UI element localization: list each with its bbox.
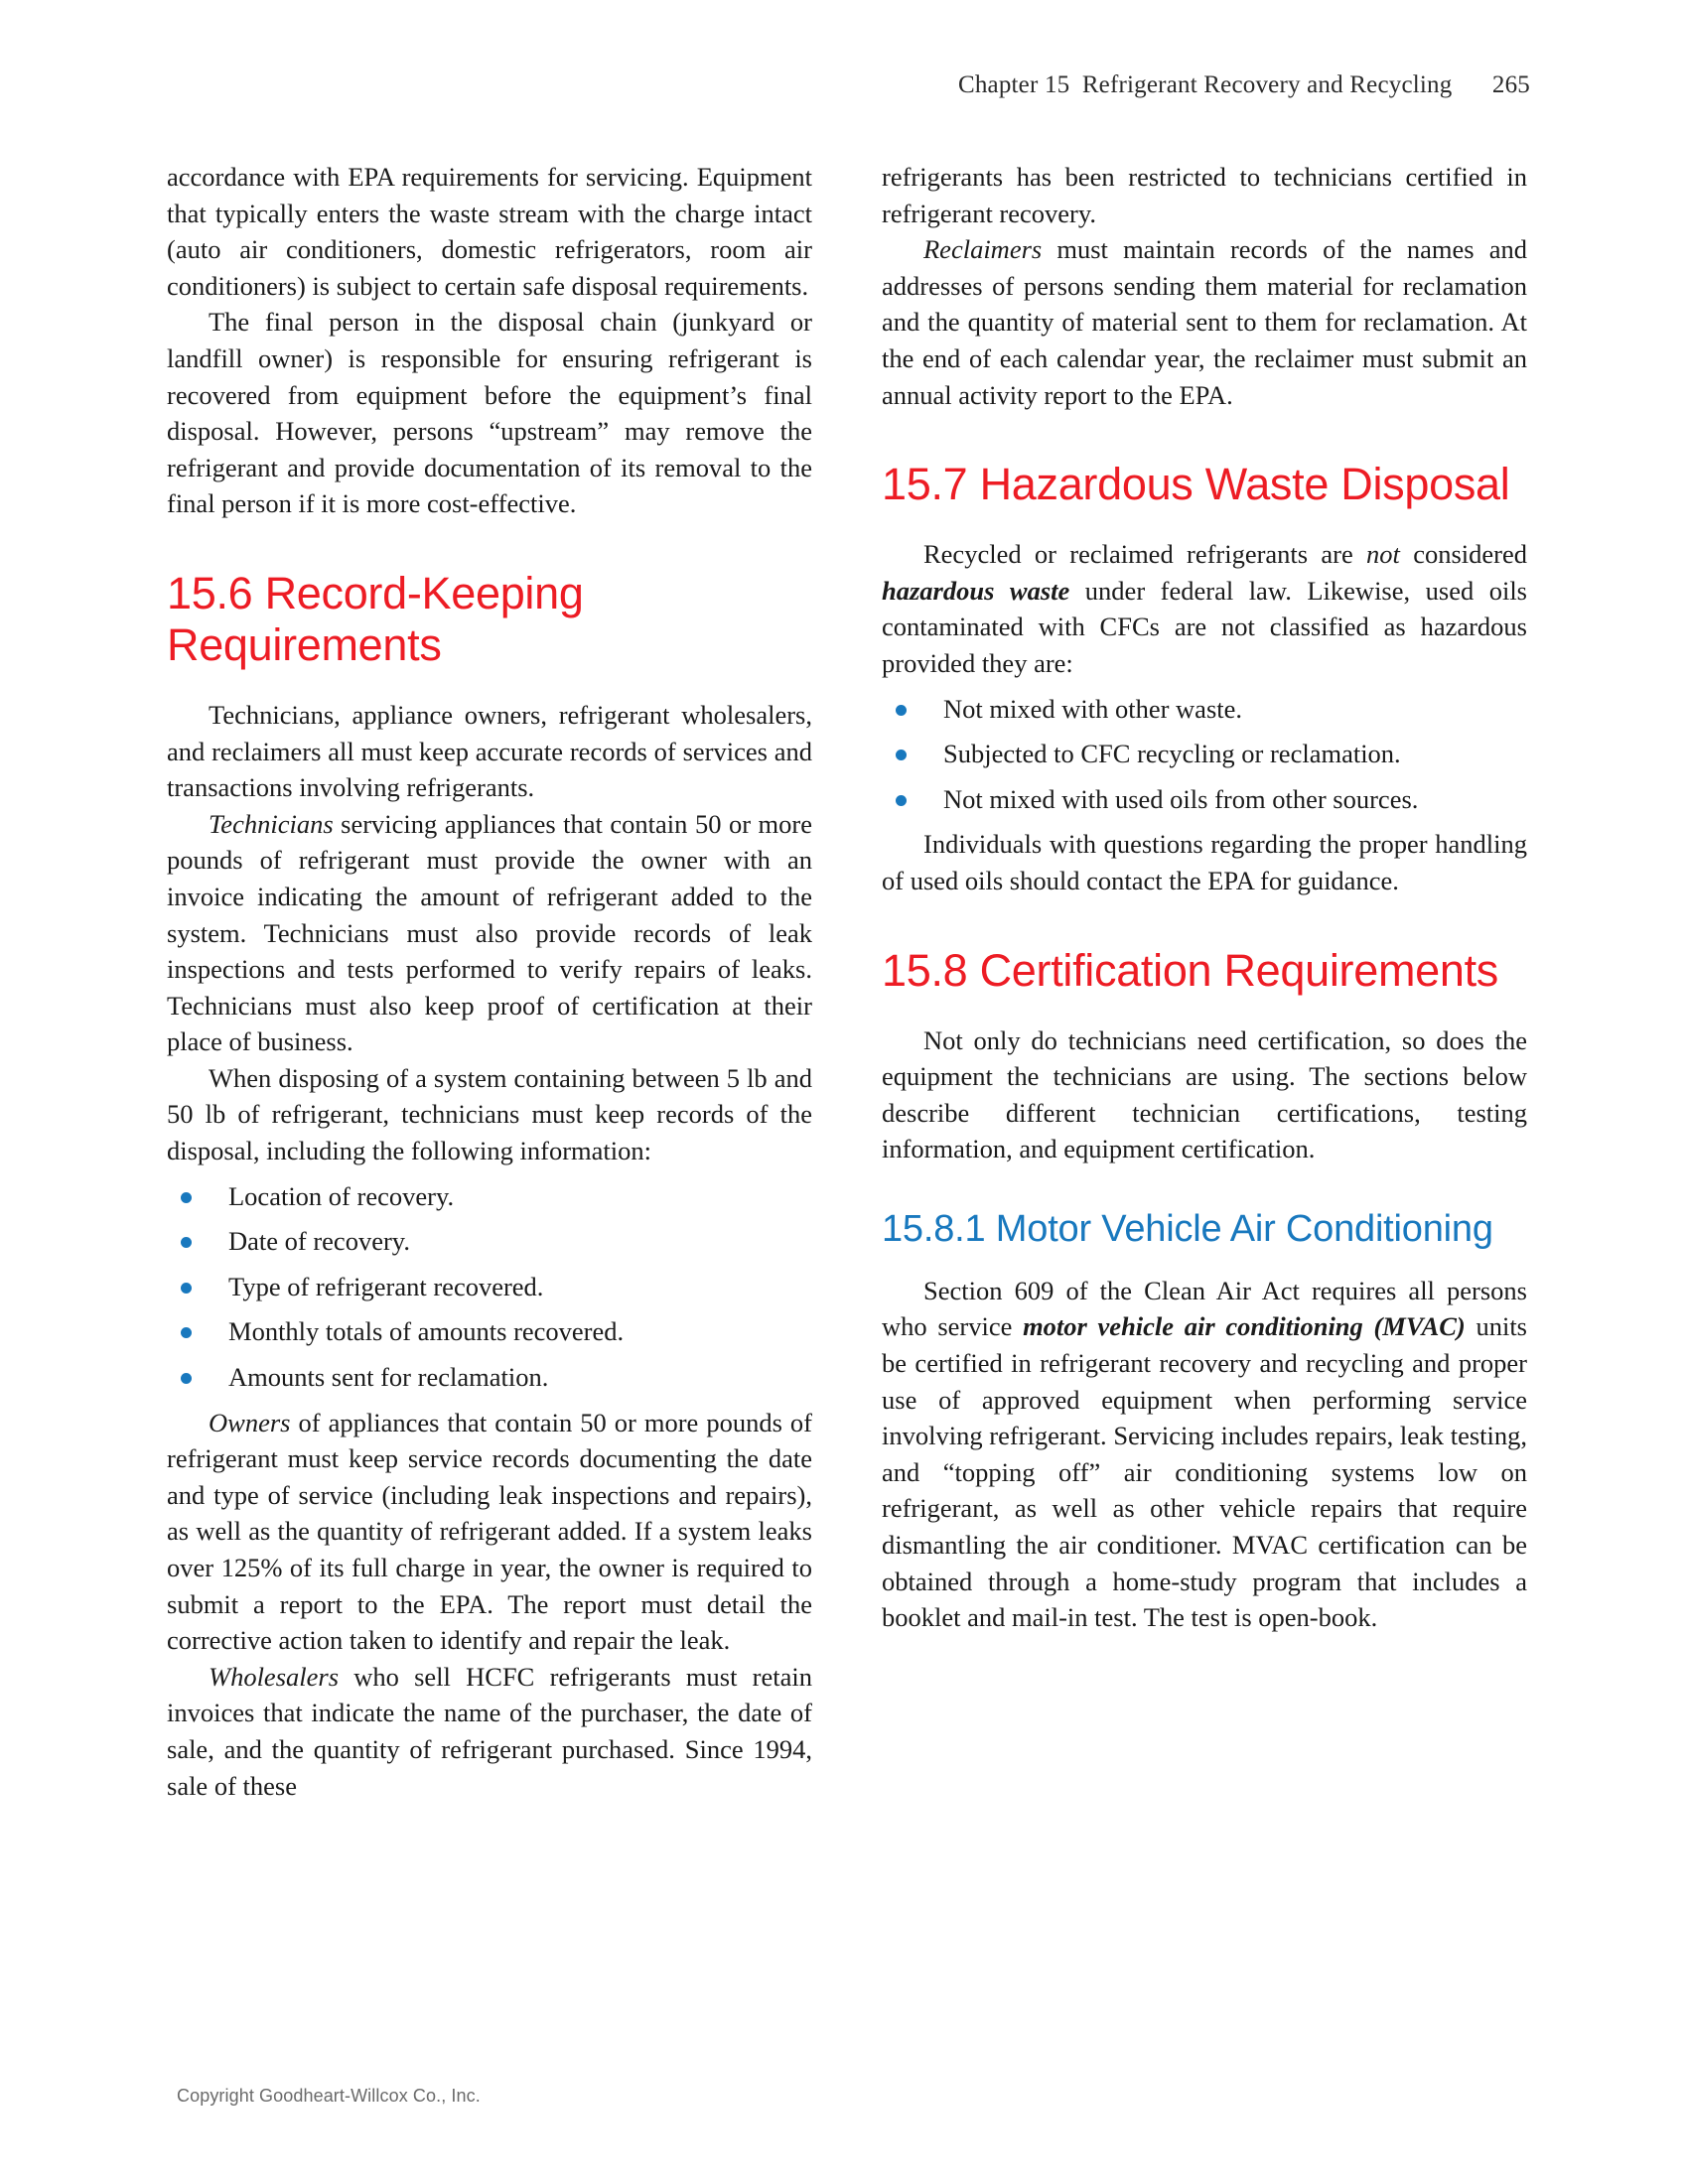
bullet-dot-icon [181, 1283, 192, 1294]
section-heading-15-8: 15.8 Certification Requirements [882, 944, 1499, 996]
paragraph-wholesalers-rest: who sell HCFC refrigerants must retain invoices that indicate the name of the purchaser, the date of sale, and the quantity of refrigerant purchased. Since 1994, sale of these [167, 1661, 812, 1801]
paragraph-disposal-records: When disposing of a system containing between 5 lb and 50 lb of refrigerant, technicians must keep records of the disposal, including the following information: [167, 1062, 812, 1166]
list-item-label: Monthly totals of amounts recovered. [228, 1316, 625, 1347]
bullet-dot-icon [181, 1373, 192, 1384]
paragraph-final-person: The final person in the disposal chain (junkyard or landfill owner) is responsible for ensuring refrigerant is recovered from equipment before the equipment’s final disposal. However, persons “upstream” may remove the refrigerant and provide documentation of its removal to the final person if it is more cost-effective. [167, 307, 812, 519]
paragraph-wholesalers [167, 1659, 812, 1804]
hazardous-part2: considered [1399, 539, 1527, 570]
bullet-dot-icon [181, 1327, 192, 1338]
paragraph-continued: accordance with EPA requirements for servicing. Equipment that typically enters the waste stream with the charge intact (auto air conditioners, domestic refrigerators, room air conditioners) is subject to certain safe disposal requirements. [167, 162, 812, 301]
paragraph-record-keeping-intro: Technicians, appliance owners, refrigerant wholesalers, and reclaimers all must keep accurate records of services and transactions involving refrigerants. [167, 699, 812, 803]
mvac-part2: units be certified in refrigerant recovery and recycling and proper use of approved equipment when performing service involving refrigerant. Servicing includes repairs, leak testing, and “topping off” air conditioning systems low on refrigerant, as well as other vehicle repairs that require dismantling the air conditioner. MVAC certification can be obtained through a home-study program that includes a booklet and mail-in test. The test is open-book. [882, 1311, 1527, 1633]
subsection-heading-15-8-1: 15.8.1 Motor Vehicle Air Conditioning [882, 1207, 1493, 1250]
list-item-label: Subjected to CFC recycling or reclamation. [943, 739, 1401, 769]
list-item-label: Not mixed with other waste. [943, 693, 1243, 724]
hazardous-part1: Recycled or reclaimed refrigerants are [923, 539, 1367, 570]
list-item [882, 736, 1527, 772]
running-head [958, 71, 1530, 99]
two-column-body [167, 159, 1527, 1804]
bullet-dot-icon [181, 1192, 192, 1203]
paragraph-used-oils-guidance: Individuals with questions regarding the proper handling of used oils should contact the EPA for guidance. [882, 829, 1527, 895]
disposal-record-list [167, 1178, 812, 1396]
term-mvac: motor vehicle air conditioning (MVAC) [1023, 1311, 1466, 1342]
paragraph-technicians-rest: servicing appliances that contain 50 or more pounds of refrigerant must provide the owner with an invoice indicating the amount of refrigerant added to the system. Technicians must also provide records of leak inspections and tests performed to verify repairs of leaks. Technicians must also keep proof of certification at their place of business. [167, 808, 812, 1057]
list-item-label: Type of refrigerant recovered. [228, 1271, 544, 1301]
running-head-chapter-label: Chapter 15 [957, 71, 1070, 98]
paragraph-continued-right: refrigerants has been restricted to technicians certified in refrigerant recovery. [882, 162, 1527, 228]
list-item-label: Amounts sent for reclamation. [228, 1362, 549, 1393]
paragraph-reclaimers-rest: must maintain records of the names and addresses of persons sending them material for reclamation and the quantity of material sent to them for reclamation. At the end of each calendar year, the reclaimer must submit an annual activity report to the EPA. [882, 234, 1527, 410]
list-item-label: Location of recovery. [228, 1180, 455, 1211]
hazardous-part3: under federal law. Likewise, used oils contaminated with CFCs are not classified as hazardous provided they are: [882, 575, 1527, 678]
paragraph-certification-intro: Not only do technicians need certification, so does the equipment the technicians are using. The sections below describe different technician certifications, testing information, and equipment certification. [882, 1024, 1527, 1164]
page-number: 265 [1491, 71, 1530, 98]
list-item [167, 1223, 812, 1260]
term-wholesalers: Wholesalers [209, 1661, 340, 1692]
term-technicians: Technicians [209, 808, 334, 839]
running-head-chapter-title: Refrigerant Recovery and Recycling [1081, 71, 1453, 98]
term-hazardous-waste: hazardous waste [882, 575, 1070, 606]
section-heading-15-6: 15.6 Record-Keeping Requirements [167, 567, 584, 670]
paragraph-owners-rest: of appliances that contain 50 or more pounds of refrigerant must keep service records documenting the date and type of service (including leak inspections and repairs), as well as the quantity of refrigerant added. If a system leaks over 125% of its full charge in year, the owner is required to submit a report to the EPA. The report must detail the corrective action taken to identify and repair the leak. [167, 1407, 812, 1656]
hazardous-conditions-list [882, 691, 1527, 818]
list-item [167, 1269, 812, 1305]
list-item [167, 1313, 812, 1350]
list-item-label: Not mixed with used oils from other sources. [943, 783, 1419, 814]
bullet-dot-icon [896, 750, 907, 760]
section-heading-15-7: 15.7 Hazardous Waste Disposal [882, 459, 1510, 510]
paragraph-reclaimers [882, 231, 1527, 413]
paragraph-technicians [167, 806, 812, 1060]
copyright-footer: Copyright Goodheart-Willcox Co., Inc. [177, 2086, 481, 2106]
term-owners: Owners [209, 1407, 291, 1437]
left-column [167, 159, 812, 1804]
list-item-label: Date of recovery. [228, 1226, 410, 1257]
bullet-dot-icon [896, 795, 907, 806]
bullet-dot-icon [896, 705, 907, 716]
bullet-dot-icon [181, 1237, 192, 1248]
paragraph-hazardous-waste [882, 536, 1527, 681]
right-column [882, 159, 1527, 1804]
paragraph-owners [167, 1405, 812, 1659]
term-reclaimers: Reclaimers [923, 234, 1043, 265]
paragraph-mvac [882, 1273, 1527, 1636]
list-item [167, 1178, 812, 1215]
list-item [882, 691, 1527, 728]
list-item [882, 781, 1527, 818]
list-item [167, 1359, 812, 1396]
mvac-part1: Section 609 of the Clean Air Act requires all persons who service [882, 1275, 1527, 1342]
emphasis-not: not [1366, 539, 1400, 570]
